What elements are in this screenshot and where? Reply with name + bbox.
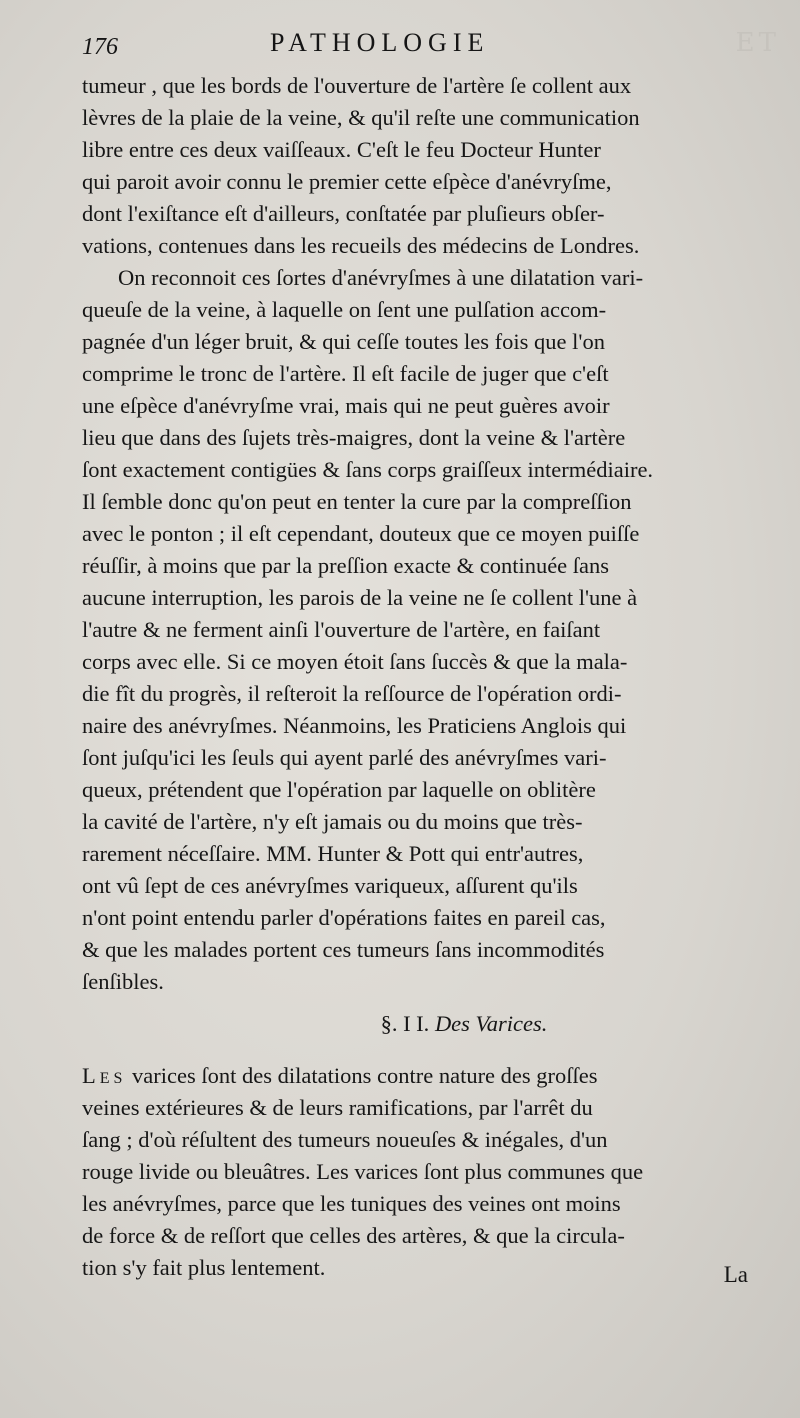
text-line: qui paroit avoir connu le premier cette eſpèce d'anévryſme, xyxy=(82,169,612,194)
text-line: & que les malades portent ces tumeurs ſans incommodités xyxy=(82,937,605,962)
text-line: rarement néceſſaire. MM. Hunter & Pott qui entr'autres, xyxy=(82,841,584,866)
bleed-through-text: ET xyxy=(735,28,780,58)
opening-line-rest: varices ſont des dilatations contre nature des groſſes xyxy=(126,1063,598,1088)
catchword: La xyxy=(723,1262,748,1287)
text-line: rouge livide ou bleuâtres. Les varices ſont plus communes que xyxy=(82,1159,644,1184)
text-line: les anévryſmes, parce que les tuniques des veines ont moins xyxy=(82,1191,621,1216)
text-line: queux, prétendent que l'opération par laquelle on oblitère xyxy=(82,777,596,802)
text-line: n'ont point entendu parler d'opérations faites en pareil cas, xyxy=(82,905,606,930)
text-line: queuſe de la veine, à laquelle on ſent une pulſation accom- xyxy=(82,297,607,322)
text-line: pagnée d'un léger bruit, & qui ceſſe toutes les fois que l'on xyxy=(82,329,605,354)
paragraph-gap xyxy=(82,1042,746,1060)
text-line: lèvres de la plaie de la veine, & qu'il reſte une communication xyxy=(82,105,640,130)
text-line: ſont exactement contigües & ſans corps graiſſeux intermédiaire. xyxy=(82,457,654,482)
text-line: de force & de reſſort que celles des artères, & que la circula- xyxy=(82,1223,625,1248)
text-line: naire des anévryſmes. Néanmoins, les Praticiens Anglois qui xyxy=(82,713,627,738)
text-line: On reconnoit ces ſortes d'anévryſmes à une dilatation vari- xyxy=(118,265,644,290)
text-line: comprime le tronc de l'artère. Il eſt facile de juger que c'eſt xyxy=(82,361,609,386)
text-line: lieu que dans des ſujets très-maigres, dont la veine & l'artère xyxy=(82,425,626,450)
text-line: tumeur , que les bords de l'ouverture de l'artère ſe collent aux xyxy=(82,73,632,98)
opening-word: Les xyxy=(82,1063,127,1088)
text-line: ſenſibles. xyxy=(82,969,164,994)
text-line: une eſpèce d'anévryſme vrai, mais qui ne peut guères avoir xyxy=(82,393,610,418)
text-line: Il ſemble donc qu'on peut en tenter la cure par la compreſſion xyxy=(82,489,632,514)
section-number: §. I I. xyxy=(380,1011,430,1036)
page-header xyxy=(82,28,746,68)
text-line: libre entre ces deux vaiſſeaux. C'eſt le feu Docteur Hunter xyxy=(82,137,601,162)
text-line: die fît du progrès, il reſteroit la reſſource de l'opération ordi- xyxy=(82,681,622,706)
text-line: vations, contenues dans les recueils des médecins de Londres. xyxy=(82,233,640,258)
text-line xyxy=(82,1060,746,1092)
section-title: Des Varices. xyxy=(434,1011,548,1036)
text-line: tion s'y fait plus lentement. xyxy=(82,1255,326,1280)
text-line: veines extérieures & de leurs ramifications, par l'arrêt du xyxy=(82,1095,593,1120)
page-number: 176 xyxy=(82,34,118,60)
text-line: corps avec elle. Si ce moyen étoit ſans ſuccès & que la mala- xyxy=(82,649,628,674)
text-line: l'autre & ne ferment ainſi l'ouverture de l'artère, en faiſant xyxy=(82,617,601,642)
text-line: ont vû ſept de ces anévryſmes variqueux, aſſurent qu'ils xyxy=(82,873,578,898)
body-text xyxy=(82,70,746,1284)
running-head: PATHOLOGIE xyxy=(270,28,490,57)
text-line: aucune interruption, les parois de la veine ne ſe collent l'une à xyxy=(82,585,638,610)
text-line: avec le ponton ; il eſt cependant, douteux que ce moyen puiſſe xyxy=(82,521,640,546)
section-heading xyxy=(82,1008,746,1042)
text-line: la cavité de l'artère, n'y eſt jamais ou du moins que très- xyxy=(82,809,583,834)
text-line: ſont juſqu'ici les ſeuls qui ayent parlé des anévryſmes vari- xyxy=(82,745,607,770)
text-line: réuſſir, à moins que par la preſſion exacte & continuée ſans xyxy=(82,553,610,578)
text-line: dont l'exiſtance eſt d'ailleurs, conſtatée par pluſieurs obſer- xyxy=(82,201,605,226)
text-line: ſang ; d'où réſultent des tumeurs noueuſes & inégales, d'un xyxy=(82,1127,608,1152)
